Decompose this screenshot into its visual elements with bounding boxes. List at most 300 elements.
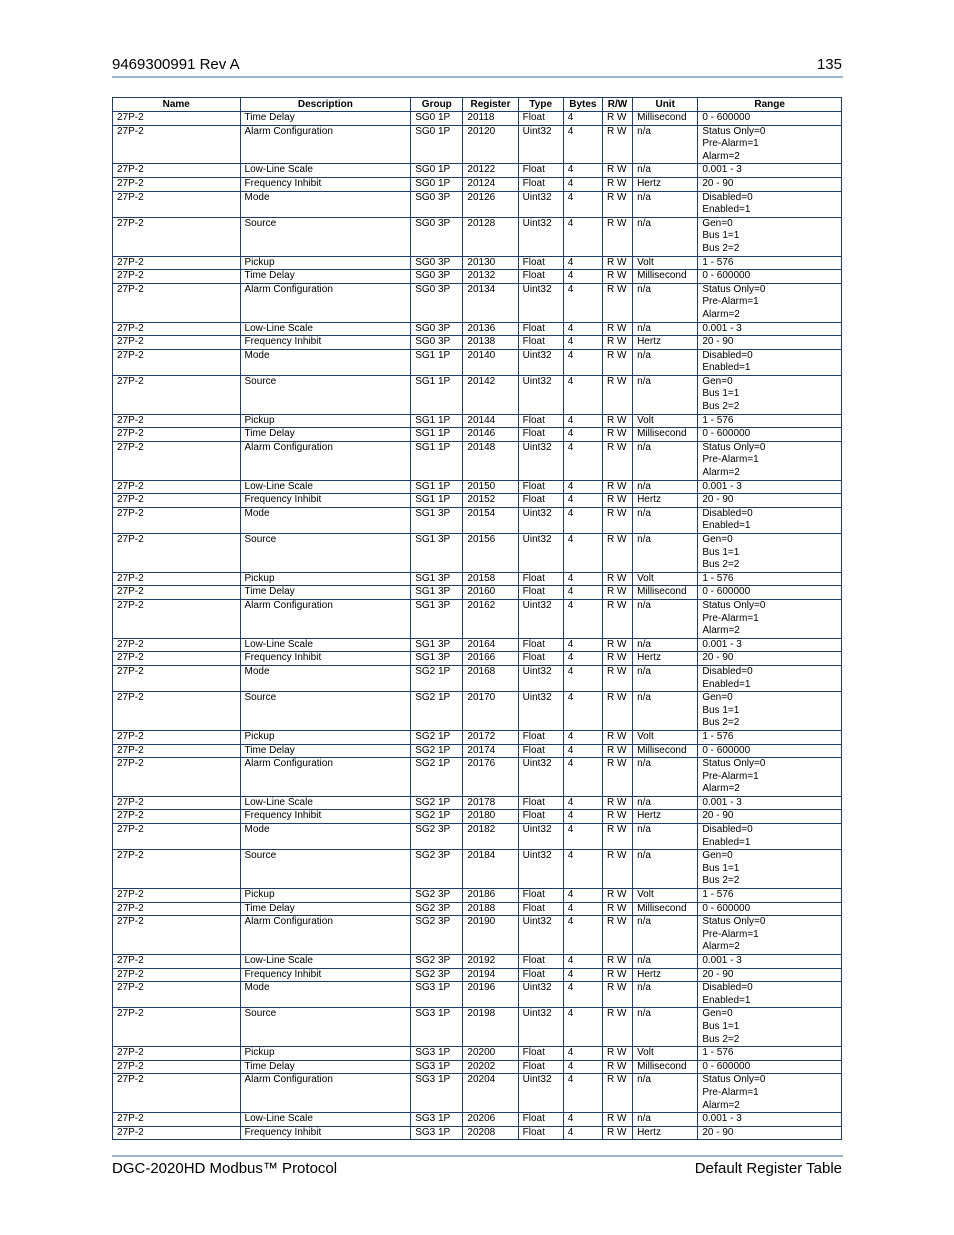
cell-bytes: 4	[563, 349, 602, 375]
cell-group: SG1 1P	[411, 428, 463, 442]
cell-group: SG1 1P	[411, 375, 463, 414]
cell-name: 27P-2	[113, 665, 241, 691]
cell-register: 20152	[463, 494, 518, 508]
cell-range: Gen=0 Bus 1=1 Bus 2=2	[698, 1008, 842, 1047]
cell-register: 20120	[463, 125, 518, 164]
cell-unit: n/a	[633, 283, 698, 322]
cell-type: Float	[518, 955, 563, 969]
cell-description: Low-Line Scale	[240, 638, 411, 652]
cell-unit: n/a	[633, 1113, 698, 1127]
cell-group: SG3 1P	[411, 1074, 463, 1113]
cell-description: Mode	[240, 982, 411, 1008]
document-number: 9469300991 Rev A	[112, 56, 240, 73]
cell-register: 20204	[463, 1074, 518, 1113]
cell-register: 20124	[463, 177, 518, 191]
cell-register: 20158	[463, 572, 518, 586]
cell-bytes: 4	[563, 730, 602, 744]
cell-name: 27P-2	[113, 730, 241, 744]
cell-bytes: 4	[563, 652, 602, 666]
cell-name: 27P-2	[113, 441, 241, 480]
cell-unit: n/a	[633, 322, 698, 336]
cell-type: Float	[518, 1126, 563, 1140]
table-row	[113, 494, 842, 508]
cell-description: Time Delay	[240, 744, 411, 758]
table-row	[113, 916, 842, 955]
table-row	[113, 1113, 842, 1127]
cell-register: 20130	[463, 256, 518, 270]
cell-description: Time Delay	[240, 1060, 411, 1074]
cell-range: Status Only=0 Pre-Alarm=1 Alarm=2	[698, 1074, 842, 1113]
cell-register: 20200	[463, 1047, 518, 1061]
cell-range: 1 - 576	[698, 256, 842, 270]
table-row	[113, 507, 842, 533]
cell-group: SG3 1P	[411, 1060, 463, 1074]
cell-range: Status Only=0 Pre-Alarm=1 Alarm=2	[698, 758, 842, 797]
cell-unit: Millisecond	[633, 902, 698, 916]
cell-unit: Hertz	[633, 968, 698, 982]
cell-group: SG2 3P	[411, 850, 463, 889]
cell-register: 20192	[463, 955, 518, 969]
cell-description: Source	[240, 1008, 411, 1047]
cell-range: 1 - 576	[698, 889, 842, 903]
cell-name: 27P-2	[113, 375, 241, 414]
cell-unit: n/a	[633, 217, 698, 256]
cell-name: 27P-2	[113, 1047, 241, 1061]
cell-name: 27P-2	[113, 480, 241, 494]
cell-bytes: 4	[563, 744, 602, 758]
cell-bytes: 4	[563, 638, 602, 652]
cell-register: 20154	[463, 507, 518, 533]
cell-range: 0 - 600000	[698, 428, 842, 442]
cell-unit: Volt	[633, 256, 698, 270]
cell-rw: R W	[602, 889, 632, 903]
cell-range: 0.001 - 3	[698, 480, 842, 494]
cell-register: 20186	[463, 889, 518, 903]
cell-rw: R W	[602, 916, 632, 955]
cell-bytes: 4	[563, 850, 602, 889]
table-row	[113, 599, 842, 638]
cell-type: Float	[518, 256, 563, 270]
table-row	[113, 586, 842, 600]
cell-group: SG0 1P	[411, 112, 463, 126]
cell-rw: R W	[602, 572, 632, 586]
cell-description: Pickup	[240, 730, 411, 744]
table-row	[113, 125, 842, 164]
table-row	[113, 730, 842, 744]
cell-unit: n/a	[633, 1074, 698, 1113]
cell-group: SG3 1P	[411, 1126, 463, 1140]
cell-name: 27P-2	[113, 164, 241, 178]
table-row	[113, 572, 842, 586]
cell-bytes: 4	[563, 1113, 602, 1127]
cell-register: 20180	[463, 810, 518, 824]
cell-rw: R W	[602, 177, 632, 191]
cell-group: SG2 1P	[411, 744, 463, 758]
cell-rw: R W	[602, 534, 632, 573]
cell-register: 20142	[463, 375, 518, 414]
column-header-group: Group	[411, 98, 463, 112]
table-body	[113, 112, 842, 1140]
cell-range: Disabled=0 Enabled=1	[698, 824, 842, 850]
cell-rw: R W	[602, 112, 632, 126]
table-row	[113, 256, 842, 270]
cell-rw: R W	[602, 665, 632, 691]
cell-bytes: 4	[563, 902, 602, 916]
cell-unit: n/a	[633, 599, 698, 638]
cell-type: Float	[518, 322, 563, 336]
cell-type: Float	[518, 1113, 563, 1127]
cell-range: Status Only=0 Pre-Alarm=1 Alarm=2	[698, 916, 842, 955]
cell-type: Uint32	[518, 1008, 563, 1047]
cell-group: SG1 1P	[411, 414, 463, 428]
cell-bytes: 4	[563, 1047, 602, 1061]
cell-register: 20134	[463, 283, 518, 322]
cell-type: Float	[518, 414, 563, 428]
cell-range: Disabled=0 Enabled=1	[698, 982, 842, 1008]
cell-description: Low-Line Scale	[240, 796, 411, 810]
cell-name: 27P-2	[113, 955, 241, 969]
cell-rw: R W	[602, 507, 632, 533]
cell-description: Mode	[240, 665, 411, 691]
cell-register: 20164	[463, 638, 518, 652]
table-row	[113, 375, 842, 414]
table-header-row	[113, 98, 842, 112]
cell-name: 27P-2	[113, 572, 241, 586]
page-number: 135	[816, 56, 842, 73]
cell-type: Uint32	[518, 534, 563, 573]
cell-rw: R W	[602, 902, 632, 916]
cell-bytes: 4	[563, 810, 602, 824]
cell-description: Frequency Inhibit	[240, 810, 411, 824]
cell-group: SG2 1P	[411, 758, 463, 797]
column-header-rw: R/W	[602, 98, 632, 112]
cell-name: 27P-2	[113, 322, 241, 336]
cell-range: 1 - 576	[698, 414, 842, 428]
cell-range: 20 - 90	[698, 177, 842, 191]
cell-unit: n/a	[633, 638, 698, 652]
cell-bytes: 4	[563, 414, 602, 428]
table-row	[113, 1047, 842, 1061]
cell-group: SG1 1P	[411, 441, 463, 480]
cell-type: Float	[518, 1047, 563, 1061]
cell-type: Float	[518, 572, 563, 586]
cell-bytes: 4	[563, 1008, 602, 1047]
cell-group: SG1 3P	[411, 652, 463, 666]
cell-group: SG2 1P	[411, 810, 463, 824]
cell-description: Pickup	[240, 1047, 411, 1061]
cell-group: SG2 1P	[411, 692, 463, 731]
column-header-type: Type	[518, 98, 563, 112]
cell-rw: R W	[602, 1008, 632, 1047]
cell-rw: R W	[602, 414, 632, 428]
table-row	[113, 441, 842, 480]
cell-description: Time Delay	[240, 112, 411, 126]
cell-rw: R W	[602, 1074, 632, 1113]
cell-unit: n/a	[633, 125, 698, 164]
cell-description: Alarm Configuration	[240, 758, 411, 797]
cell-unit: n/a	[633, 850, 698, 889]
cell-description: Mode	[240, 191, 411, 217]
table-row	[113, 336, 842, 350]
cell-description: Low-Line Scale	[240, 164, 411, 178]
table-row	[113, 638, 842, 652]
cell-name: 27P-2	[113, 1008, 241, 1047]
cell-rw: R W	[602, 349, 632, 375]
cell-group: SG0 3P	[411, 191, 463, 217]
cell-name: 27P-2	[113, 1074, 241, 1113]
cell-type: Float	[518, 586, 563, 600]
table-row	[113, 112, 842, 126]
cell-bytes: 4	[563, 428, 602, 442]
cell-bytes: 4	[563, 217, 602, 256]
cell-description: Pickup	[240, 414, 411, 428]
cell-name: 27P-2	[113, 1113, 241, 1127]
table-row	[113, 428, 842, 442]
cell-name: 27P-2	[113, 125, 241, 164]
cell-name: 27P-2	[113, 112, 241, 126]
table-row	[113, 534, 842, 573]
cell-bytes: 4	[563, 586, 602, 600]
cell-type: Uint32	[518, 283, 563, 322]
cell-range: 20 - 90	[698, 336, 842, 350]
cell-bytes: 4	[563, 336, 602, 350]
cell-register: 20162	[463, 599, 518, 638]
cell-register: 20146	[463, 428, 518, 442]
cell-bytes: 4	[563, 916, 602, 955]
cell-group: SG1 3P	[411, 586, 463, 600]
cell-group: SG0 1P	[411, 125, 463, 164]
table-row	[113, 1008, 842, 1047]
cell-name: 27P-2	[113, 217, 241, 256]
cell-unit: n/a	[633, 916, 698, 955]
cell-group: SG1 3P	[411, 599, 463, 638]
cell-range: 0 - 600000	[698, 744, 842, 758]
cell-type: Float	[518, 638, 563, 652]
column-header-unit: Unit	[633, 98, 698, 112]
cell-name: 27P-2	[113, 256, 241, 270]
cell-register: 20208	[463, 1126, 518, 1140]
cell-unit: n/a	[633, 349, 698, 375]
cell-description: Frequency Inhibit	[240, 336, 411, 350]
cell-name: 27P-2	[113, 744, 241, 758]
cell-unit: Hertz	[633, 177, 698, 191]
table-row	[113, 968, 842, 982]
cell-type: Float	[518, 177, 563, 191]
cell-range: Gen=0 Bus 1=1 Bus 2=2	[698, 217, 842, 256]
table-row	[113, 665, 842, 691]
cell-rw: R W	[602, 810, 632, 824]
cell-rw: R W	[602, 744, 632, 758]
table-row	[113, 889, 842, 903]
cell-unit: n/a	[633, 375, 698, 414]
cell-group: SG2 3P	[411, 916, 463, 955]
table-row	[113, 191, 842, 217]
cell-description: Alarm Configuration	[240, 283, 411, 322]
cell-register: 20190	[463, 916, 518, 955]
cell-register: 20170	[463, 692, 518, 731]
table-row	[113, 850, 842, 889]
cell-type: Float	[518, 480, 563, 494]
cell-group: SG1 1P	[411, 349, 463, 375]
table-row	[113, 414, 842, 428]
cell-range: 0.001 - 3	[698, 164, 842, 178]
cell-unit: Hertz	[633, 810, 698, 824]
cell-type: Uint32	[518, 375, 563, 414]
cell-unit: n/a	[633, 507, 698, 533]
cell-type: Uint32	[518, 850, 563, 889]
cell-range: 1 - 576	[698, 1047, 842, 1061]
cell-bytes: 4	[563, 1074, 602, 1113]
cell-type: Float	[518, 164, 563, 178]
table-row	[113, 902, 842, 916]
table-row	[113, 349, 842, 375]
cell-description: Alarm Configuration	[240, 125, 411, 164]
cell-register: 20122	[463, 164, 518, 178]
cell-name: 27P-2	[113, 652, 241, 666]
cell-name: 27P-2	[113, 428, 241, 442]
footer-title: DGC-2020HD Modbus™ Protocol	[112, 1160, 338, 1177]
cell-bytes: 4	[563, 441, 602, 480]
cell-register: 20132	[463, 270, 518, 284]
cell-register: 20128	[463, 217, 518, 256]
cell-description: Time Delay	[240, 902, 411, 916]
column-header-name: Name	[113, 98, 241, 112]
cell-register: 20144	[463, 414, 518, 428]
table-row	[113, 1060, 842, 1074]
cell-rw: R W	[602, 191, 632, 217]
cell-type: Uint32	[518, 758, 563, 797]
cell-type: Uint32	[518, 916, 563, 955]
cell-bytes: 4	[563, 177, 602, 191]
cell-group: SG0 1P	[411, 164, 463, 178]
cell-register: 20168	[463, 665, 518, 691]
table-row	[113, 283, 842, 322]
cell-rw: R W	[602, 322, 632, 336]
cell-description: Frequency Inhibit	[240, 177, 411, 191]
cell-name: 27P-2	[113, 1126, 241, 1140]
cell-description: Alarm Configuration	[240, 1074, 411, 1113]
cell-unit: n/a	[633, 955, 698, 969]
cell-group: SG1 3P	[411, 572, 463, 586]
cell-range: Disabled=0 Enabled=1	[698, 191, 842, 217]
cell-unit: Millisecond	[633, 586, 698, 600]
cell-register: 20160	[463, 586, 518, 600]
cell-register: 20174	[463, 744, 518, 758]
cell-type: Uint32	[518, 349, 563, 375]
cell-type: Uint32	[518, 1074, 563, 1113]
cell-type: Float	[518, 889, 563, 903]
cell-description: Frequency Inhibit	[240, 1126, 411, 1140]
cell-rw: R W	[602, 480, 632, 494]
cell-range: 0.001 - 3	[698, 638, 842, 652]
cell-type: Float	[518, 968, 563, 982]
cell-register: 20156	[463, 534, 518, 573]
cell-type: Float	[518, 112, 563, 126]
cell-bytes: 4	[563, 968, 602, 982]
table-row	[113, 810, 842, 824]
cell-unit: Millisecond	[633, 744, 698, 758]
cell-description: Low-Line Scale	[240, 1113, 411, 1127]
cell-bytes: 4	[563, 599, 602, 638]
cell-register: 20148	[463, 441, 518, 480]
cell-rw: R W	[602, 692, 632, 731]
cell-bytes: 4	[563, 322, 602, 336]
table-row	[113, 480, 842, 494]
cell-group: SG3 1P	[411, 982, 463, 1008]
cell-range: 20 - 90	[698, 494, 842, 508]
cell-group: SG3 1P	[411, 1008, 463, 1047]
cell-rw: R W	[602, 968, 632, 982]
cell-unit: Hertz	[633, 494, 698, 508]
cell-type: Float	[518, 796, 563, 810]
cell-type: Float	[518, 428, 563, 442]
cell-rw: R W	[602, 1047, 632, 1061]
cell-group: SG1 3P	[411, 534, 463, 573]
cell-register: 20188	[463, 902, 518, 916]
cell-name: 27P-2	[113, 902, 241, 916]
cell-bytes: 4	[563, 1060, 602, 1074]
cell-unit: Volt	[633, 414, 698, 428]
cell-bytes: 4	[563, 665, 602, 691]
cell-type: Uint32	[518, 692, 563, 731]
cell-range: Status Only=0 Pre-Alarm=1 Alarm=2	[698, 283, 842, 322]
cell-group: SG0 3P	[411, 336, 463, 350]
cell-rw: R W	[602, 652, 632, 666]
cell-description: Frequency Inhibit	[240, 494, 411, 508]
cell-bytes: 4	[563, 758, 602, 797]
cell-description: Time Delay	[240, 270, 411, 284]
cell-group: SG1 3P	[411, 507, 463, 533]
cell-unit: n/a	[633, 441, 698, 480]
cell-rw: R W	[602, 270, 632, 284]
cell-group: SG1 1P	[411, 480, 463, 494]
cell-bytes: 4	[563, 270, 602, 284]
cell-range: 20 - 90	[698, 968, 842, 982]
header-rule	[112, 76, 843, 78]
cell-rw: R W	[602, 441, 632, 480]
cell-name: 27P-2	[113, 177, 241, 191]
cell-unit: Millisecond	[633, 428, 698, 442]
cell-range: 0.001 - 3	[698, 1113, 842, 1127]
cell-rw: R W	[602, 758, 632, 797]
column-header-bytes: Bytes	[563, 98, 602, 112]
cell-name: 27P-2	[113, 692, 241, 731]
cell-register: 20184	[463, 850, 518, 889]
cell-name: 27P-2	[113, 850, 241, 889]
cell-description: Pickup	[240, 889, 411, 903]
cell-name: 27P-2	[113, 270, 241, 284]
cell-group: SG2 1P	[411, 796, 463, 810]
cell-name: 27P-2	[113, 889, 241, 903]
cell-unit: Volt	[633, 572, 698, 586]
cell-description: Low-Line Scale	[240, 322, 411, 336]
cell-type: Uint32	[518, 665, 563, 691]
cell-bytes: 4	[563, 955, 602, 969]
table-row	[113, 322, 842, 336]
cell-type: Uint32	[518, 217, 563, 256]
cell-name: 27P-2	[113, 494, 241, 508]
cell-range: 0 - 600000	[698, 902, 842, 916]
cell-unit: Hertz	[633, 336, 698, 350]
cell-unit: n/a	[633, 164, 698, 178]
cell-rw: R W	[602, 217, 632, 256]
cell-register: 20176	[463, 758, 518, 797]
cell-bytes: 4	[563, 125, 602, 164]
cell-description: Time Delay	[240, 428, 411, 442]
cell-rw: R W	[602, 283, 632, 322]
cell-type: Float	[518, 336, 563, 350]
cell-range: 0 - 600000	[698, 270, 842, 284]
